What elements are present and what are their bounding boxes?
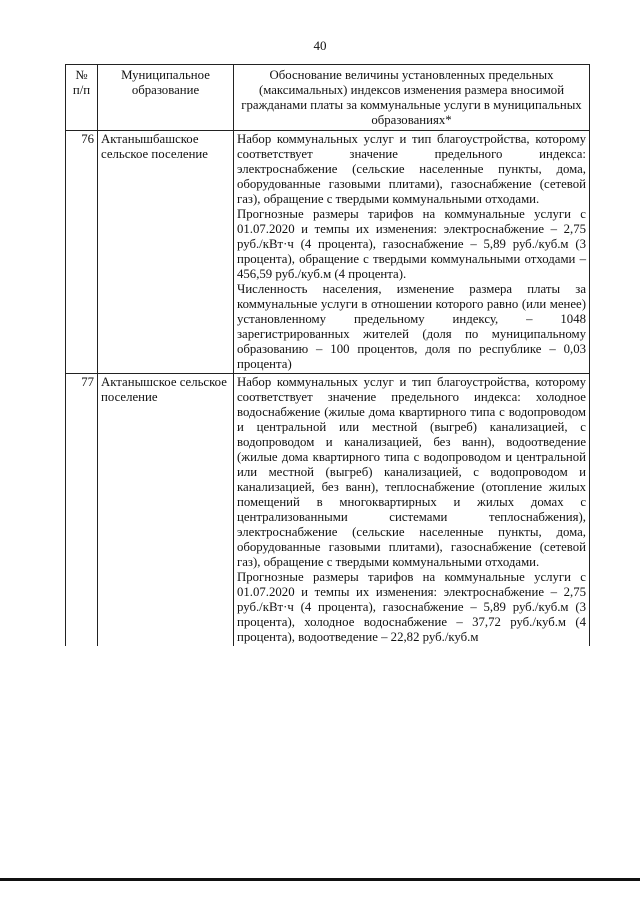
row-municipality: Актанышбашское сельское поселение [98, 131, 234, 374]
justification-paragraph: Прогнозные размеры тарифов на коммунальные услуги с 01.07.2020 и темпы их изменения: электроснабжение – 2,75 руб./кВт·ч (4 процента), газоснабжение – 5,89 руб./куб.м (3 процента), обращение с твердыми коммунальными отходами – 456,59 руб./куб.м (4 процента). [237, 207, 586, 281]
page-number: 40 [313, 38, 327, 53]
justification-paragraph: Прогнозные размеры тарифов на коммунальные услуги с 01.07.2020 и темпы их изменения: электроснабжение – 2,75 руб./кВт·ч (4 процента), газоснабжение – 5,89 руб./куб.м (3 процента), холодное водоснабжение – 37,72 руб./куб.м (4 процента), водоотведение – 22,82 руб./куб.м [237, 570, 586, 644]
justification-paragraph: Набор коммунальных услуг и тип благоустройства, которому соответствует значение предельного индекса: электроснабжение (сельские населенные пункты, дома, оборудованные газовыми плитами), газоснабжение (сетевой газ), обращение с твердыми коммунальными отходами. [237, 132, 586, 206]
header-number: № п/п [66, 65, 98, 131]
table-row [66, 374, 590, 647]
row-justification [234, 131, 590, 374]
header-justification: Обоснование величины установленных предельных (максимальных) индексов изменения размера вносимой гражданами платы за коммунальные услуги в муниципальных образованиях* [234, 65, 590, 131]
header-municipality: Муниципальное образование [98, 65, 234, 131]
table-row [66, 131, 590, 374]
tariff-justification-table [65, 64, 590, 646]
scan-edge-bar [0, 878, 640, 881]
justification-paragraph: Набор коммунальных услуг и тип благоустройства, которому соответствует значение предельного индекса: холодное водоснабжение (жилые дома квартирного типа с водопроводом и центральной или местной (выгреб) канализацией, с водопроводом и канализацией, без ванн), водоотведение (жилые дома квартирного типа с водопроводом и центральной или местной (выгреб) канализацией, с водопроводом и канализацией, без ванн), теплоснабжение (отопление жилых помещений в многоквартирных и жилых домах с централизованными системами теплоснабжения), электроснабжение (сельские населенные пункты, дома, оборудованные газовыми плитами), газоснабжение (сетевой газ), обращение с твердыми коммунальными отходами. [237, 375, 586, 569]
row-justification [234, 374, 590, 647]
row-number: 77 [66, 374, 98, 647]
justification-paragraph: Численность населения, изменение размера платы за коммунальные услуги в отношении которого равно (или менее) установленному предельному индексу, – 1048 зарегистрированных жителей (доля по муниципальному образованию – 100 процентов, доля по республике – 0,03 процента) [237, 282, 586, 371]
table-header-row [66, 65, 590, 131]
row-municipality: Актанышское сельское поселение [98, 374, 234, 647]
row-number: 76 [66, 131, 98, 374]
